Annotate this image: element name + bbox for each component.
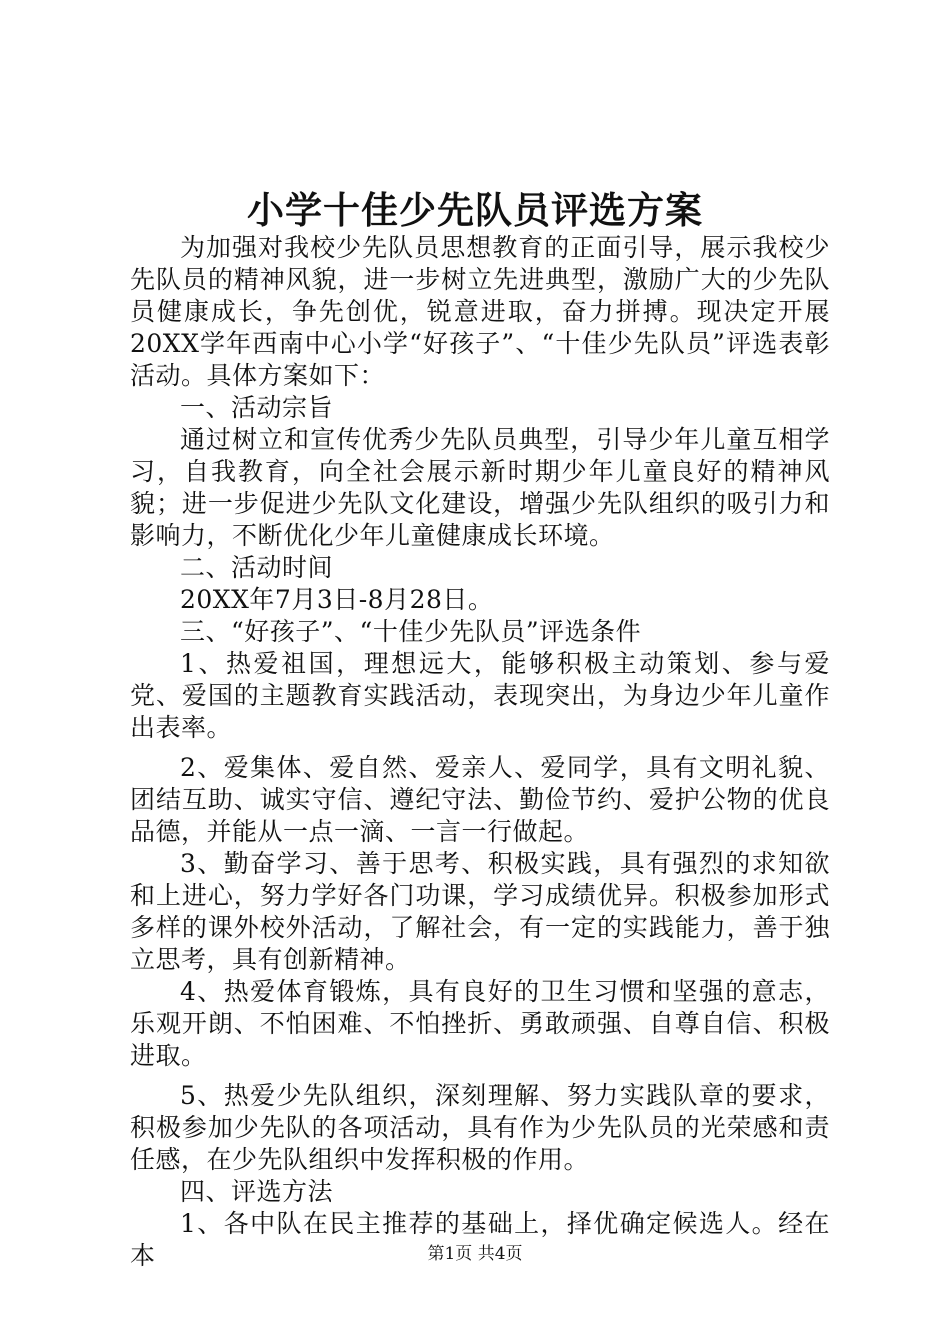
document-body: [130, 232, 830, 1272]
criteria-item-4: 4、热爱体育锻炼，具有良好的卫生习惯和坚强的意志，乐观开朗、不怕困难、不怕挫折、勇敢顽强、自尊自信、积极进取。: [130, 977, 830, 1070]
document-title: 小学十佳少先队员评选方案: [247, 188, 703, 232]
method-item-1: 1、各中队在民主推荐的基础上，择优确定候选人。经在本: [130, 1209, 830, 1270]
criteria-item-5: 5、热爱少先队组织，深刻理解、努力实践队章的要求，积极参加少先队的各项活动，具有作为少先队员的光荣感和责任感，在少先队组织中发挥积极的作用。: [130, 1081, 830, 1174]
criteria-item-1: 1、热爱祖国，理想远大，能够积极主动策划、参与爱党、爱国的主题教育实践活动，表现突出，为身边少年儿童作出表率。: [130, 649, 830, 742]
criteria-item-3: 3、勤奋学习、善于思考、积极实践，具有强烈的求知欲和上进心，努力学好各门功课，学习成绩优异。积极参加形式多样的课外校外活动，了解社会，有一定的实践能力，善于独立思考，具有创新精神。: [130, 849, 830, 974]
intro-paragraph: 为加强对我校少先队员思想教育的正面引导，展示我校少先队员的精神风貌，进一步树立先进典型，激励广大的少先队员健康成长，争先创优，锐意进取，奋力拼搏。现决定开展20XX学年西南中心小学“好孩子”、“十佳少先队员”评选表彰活动。具体方案如下：: [130, 233, 830, 390]
section-heading-method: 四、评选方法: [180, 1177, 334, 1206]
section-heading-criteria: 三、“好孩子”、“十佳少先队员”评选条件: [180, 617, 642, 646]
criteria-item-2: 2、爱集体、爱自然、爱亲人、爱同学，具有文明礼貌、团结互助、诚实守信、遵纪守法、勤俭节约、爱护公物的优良品德，并能从一点一滴、一言一行做起。: [130, 753, 830, 846]
section-heading-time: 二、活动时间: [180, 553, 334, 582]
page-footer: 第1页 共4页: [427, 1244, 523, 1264]
time-paragraph: 20XX年7月3日-8月28日。: [180, 585, 494, 614]
purpose-paragraph: 通过树立和宣传优秀少先队员典型，引导少年儿童互相学习，自我教育，向全社会展示新时期少年儿童良好的精神风貌；进一步促进少先队文化建设，增强少先队组织的吸引力和影响力，不断优化少年儿童健康成长环境。: [130, 425, 830, 550]
section-heading-purpose: 一、活动宗旨: [180, 393, 334, 422]
